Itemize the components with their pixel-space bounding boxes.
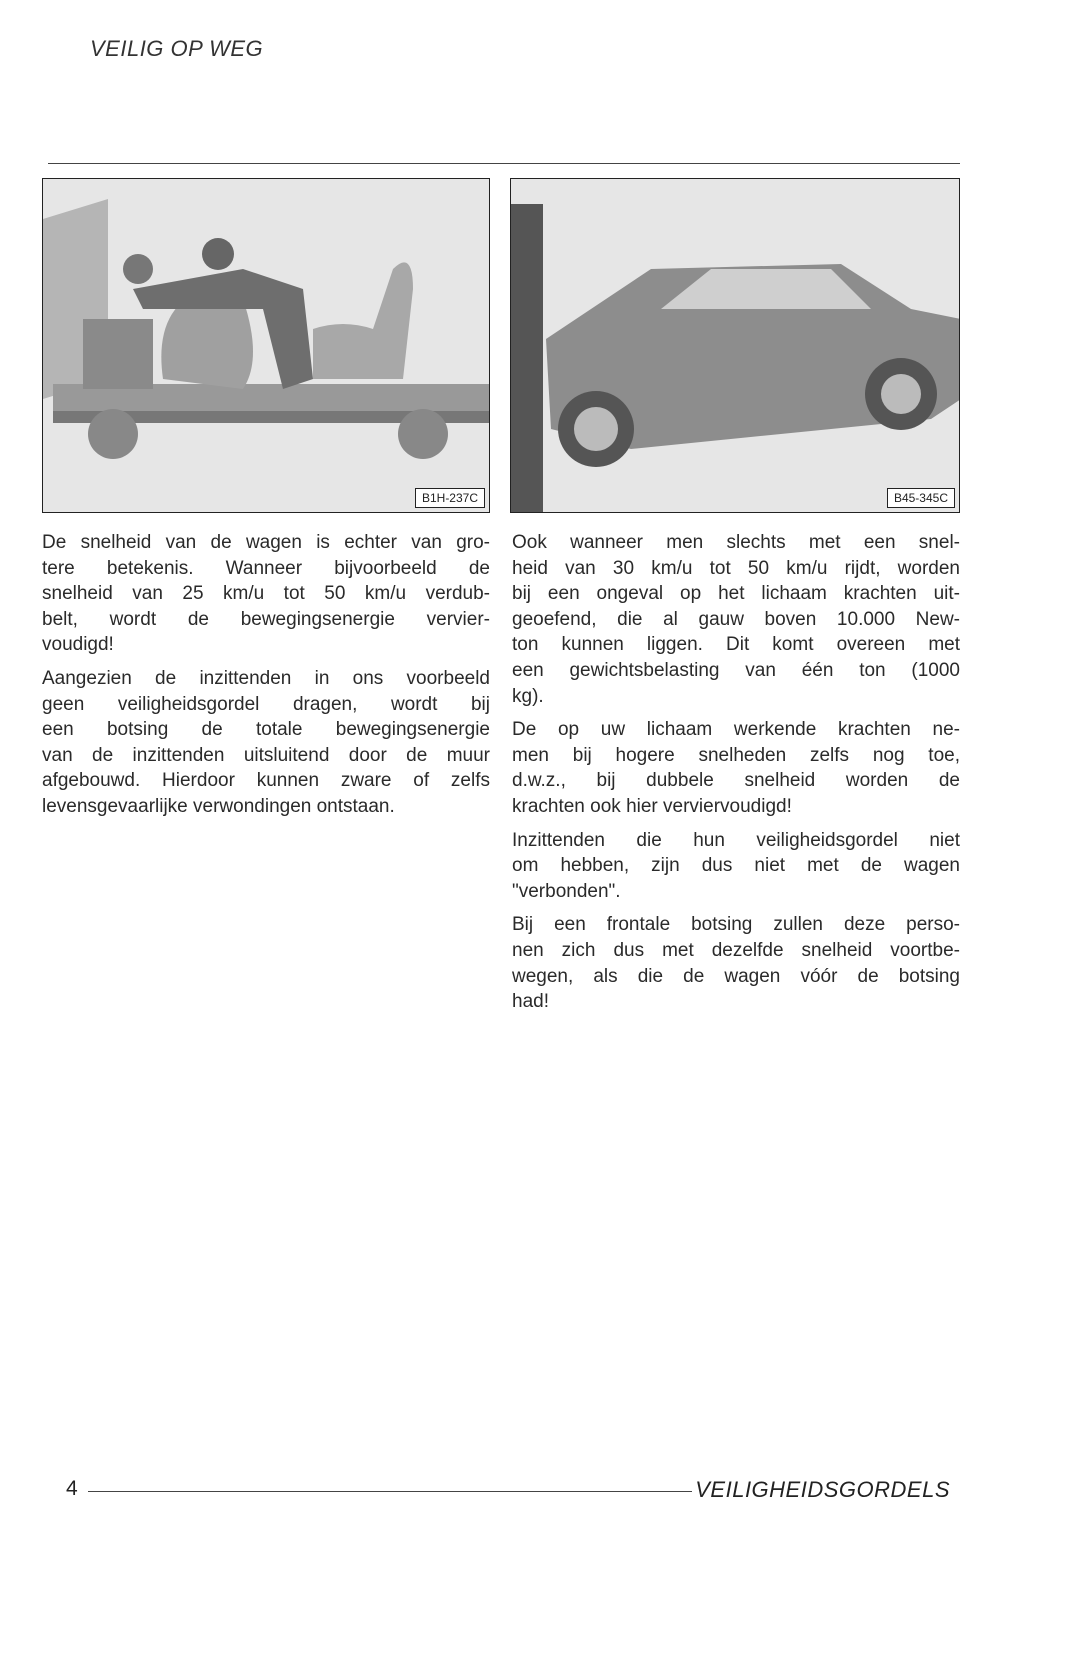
figure-code-label: B1H-237C: [415, 488, 485, 508]
text-line: Bij een frontale botsing zullen deze perso-: [512, 914, 960, 936]
text-line: geoefend, die al gauw boven 10.000 New-: [512, 608, 960, 630]
paragraph: [512, 912, 960, 1014]
figure-car-crash-illustration: [510, 178, 960, 513]
text-line: heid van 30 km/u tot 50 km/u rijdt, worden: [512, 557, 960, 579]
text-line: om hebben, zijn dus niet met de wagen: [512, 855, 960, 877]
running-header: VEILIG OP WEG: [90, 36, 264, 61]
paragraph: [512, 530, 960, 709]
text-line: een botsing de totale bewegingsenergie: [42, 719, 490, 741]
text-line: belt, wordt de bewegingsenergie vervier-: [42, 608, 490, 630]
page-number: 4: [66, 1477, 78, 1500]
text-line: snelheid van 25 km/u tot 50 km/u verdub-: [42, 583, 490, 605]
text-line: van de inzittenden uitsluitend door de muur: [42, 744, 490, 766]
paragraph: [512, 717, 960, 819]
header-rule: [48, 163, 960, 164]
text-line: krachten ook hier verviervoudigd!: [512, 795, 792, 817]
text-line: had!: [512, 991, 549, 1013]
text-line: tere betekenis. Wanneer bijvoorbeeld de: [42, 557, 490, 579]
text-line: voudigd!: [42, 634, 114, 656]
text-line: levensgevaarlijke verwondingen ontstaan.: [42, 795, 395, 817]
paragraph: [42, 666, 490, 820]
text-line: ton kunnen liggen. Dit komt overeen met: [512, 634, 960, 656]
text-line: d.w.z., bij dubbele snelheid worden de: [512, 770, 960, 792]
text-line: De op uw lichaam werkende krachten ne-: [512, 719, 960, 741]
footer-section-title: VEILIGHEIDSGORDELS: [695, 1477, 950, 1502]
car-crash-drawing: [511, 179, 960, 513]
text-line: men bij hogere snelheden zelfs nog toe,: [512, 744, 960, 766]
left-text-column: [42, 530, 490, 828]
text-line: Inzittenden die hun veiligheidsgordel niet: [512, 829, 960, 851]
text-line: afgebouwd. Hierdoor kunnen zware of zelfs: [42, 770, 490, 792]
text-line: De snelheid van de wagen is echter van gro-: [42, 532, 490, 553]
text-line: Aangezien de inzittenden in ons voorbeeld: [42, 667, 490, 689]
paragraph: [512, 828, 960, 905]
crash-sled-drawing: [43, 179, 490, 513]
text-line: kg).: [512, 685, 544, 707]
text-line: geen veiligheidsgordel dragen, wordt bij: [42, 693, 490, 715]
footer-rule: [88, 1491, 692, 1492]
text-line: wegen, als die de wagen vóór de botsing: [512, 965, 960, 987]
text-line: "verbonden".: [512, 880, 621, 902]
right-text-column: [512, 530, 960, 1023]
figure-crash-sled-illustration: [42, 178, 490, 513]
paragraph: [42, 530, 490, 658]
text-line: nen zich dus met dezelfde snelheid voortbe-: [512, 939, 960, 961]
text-line: een gewichtsbelasting van één ton (1000: [512, 659, 960, 681]
text-line: bij een ongeval op het lichaam krachten uit-: [512, 583, 960, 605]
text-line: Ook wanneer men slechts met een snel-: [512, 532, 960, 553]
figure-code-label: B45-345C: [887, 488, 955, 508]
